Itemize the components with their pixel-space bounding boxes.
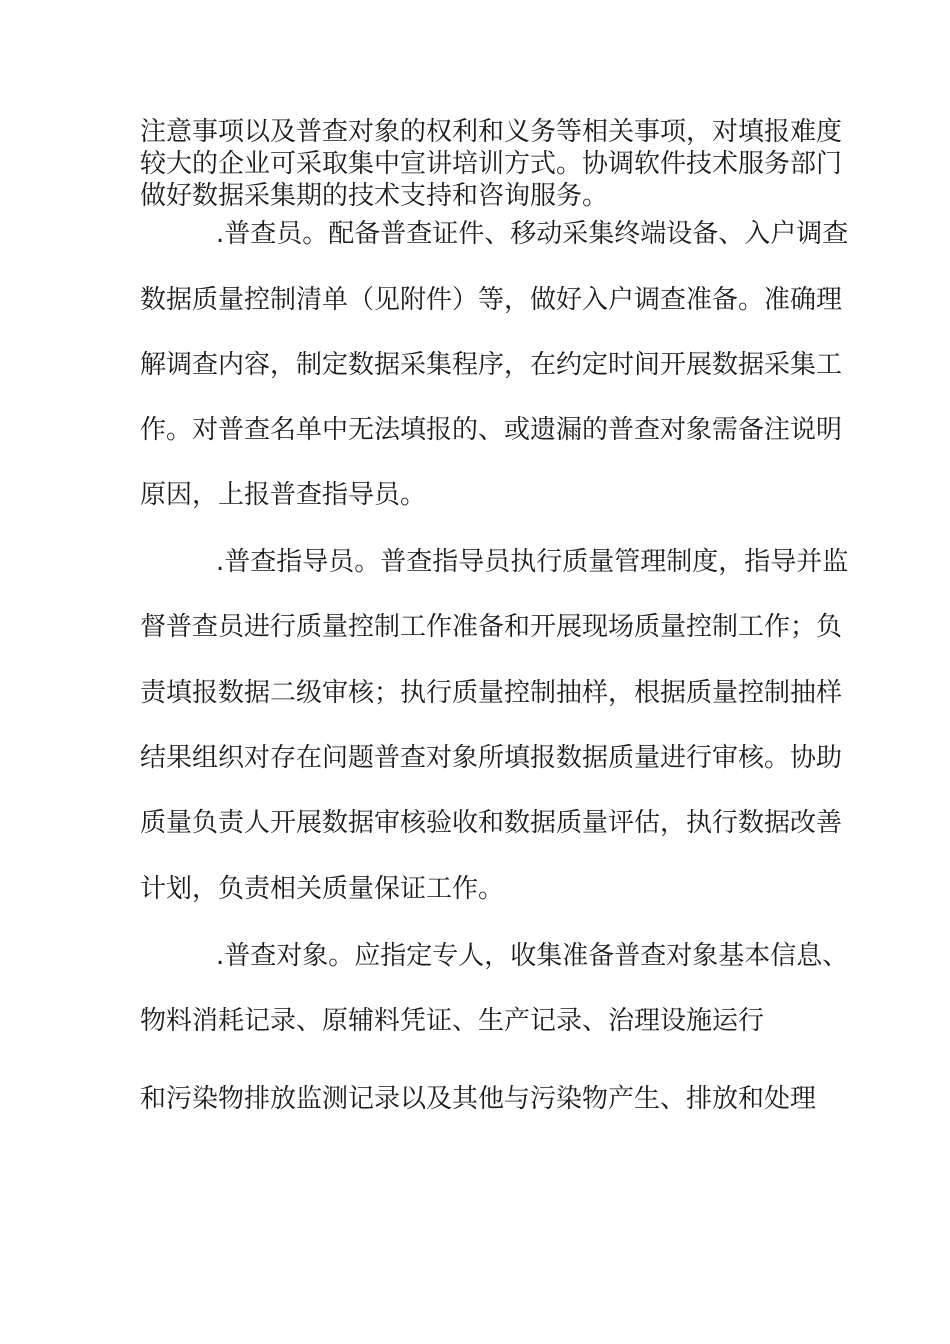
text-line: 督普查员进行质量控制工作准备和开展现场质量控制工作；负: [140, 612, 843, 642]
text-line: 作。对普查名单中无法填报的、或遗漏的普查对象需备注说明: [140, 415, 843, 445]
text-line: 物料消耗记录、原辅料凭证、生产记录、治理设施运行: [140, 1006, 765, 1036]
text-line: 原因，上报普查指导员。: [140, 480, 427, 510]
text-line: 解调查内容，制定数据采集程序，在约定时间开展数据采集工: [140, 350, 843, 380]
text-line: 质量负责人开展数据审核验收和数据质量评估，执行数据改善: [140, 808, 843, 838]
text-line: 责填报数据二级审核；执行质量控制抽样，根据质量控制抽样: [140, 678, 843, 708]
text-line: .普查指导员。普查指导员执行质量管理制度，指导并监: [216, 547, 849, 577]
text-line: 做好数据采集期的技术支持和咨询服务。: [140, 181, 609, 211]
text-line: 注意事项以及普查对象的权利和义务等相关事项，对填报难度: [140, 117, 843, 147]
text-line: 结果组织对存在问题普查对象所填报数据质量进行审核。协助: [140, 743, 843, 773]
text-line: 和污染物排放监测记录以及其他与污染物产生、排放和处理: [140, 1084, 817, 1114]
text-line: .普查员。配备普查证件、移动采集终端设备、入户调查: [216, 219, 849, 249]
text-line: 数据质量控制清单（见附件）等，做好入户调查准备。准确理: [140, 285, 843, 315]
text-line: .普查对象。应指定专人，收集准备普查对象基本信息、: [216, 941, 849, 971]
text-line: 计划，负责相关质量保证工作。: [140, 874, 505, 904]
text-line: 较大的企业可采取集中宣讲培训方式。协调软件技术服务部门: [140, 149, 843, 179]
